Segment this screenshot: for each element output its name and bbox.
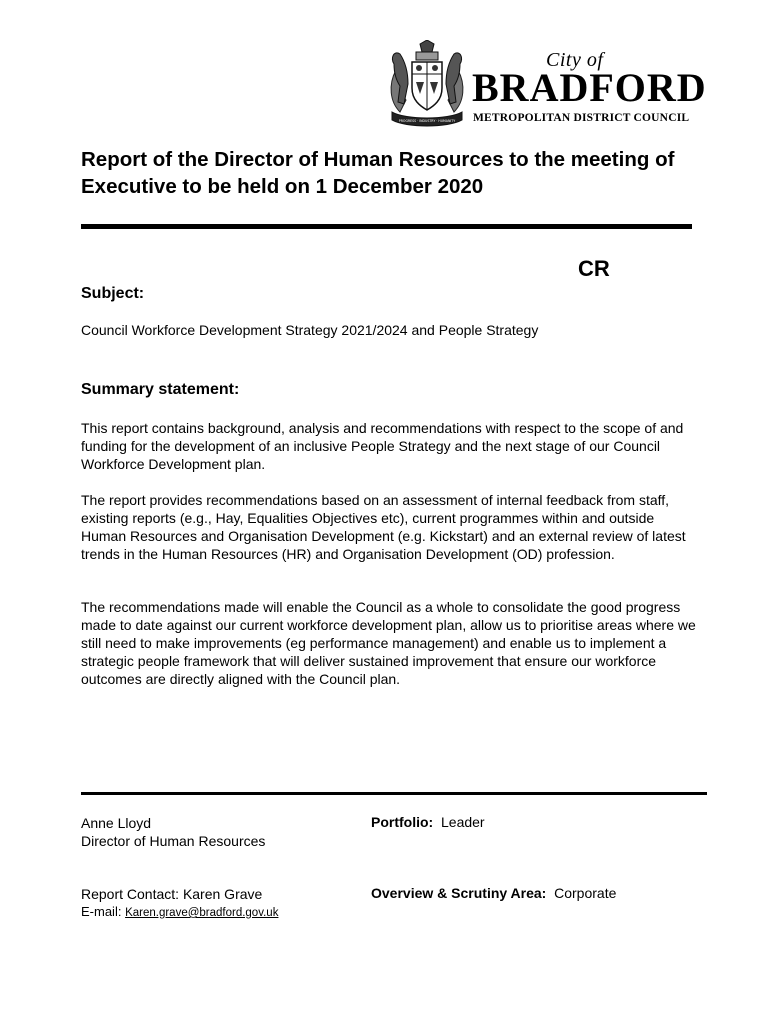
email-link[interactable]: Karen.grave@bradford.gov.uk <box>125 907 279 919</box>
author-role: Director of Human Resources <box>81 833 266 849</box>
footer-divider <box>81 792 707 795</box>
coat-of-arms-icon <box>386 40 468 130</box>
subject-heading: Subject: <box>81 285 145 302</box>
summary-paragraph: This report contains background, analysis and recommendations with respect to the scope of and funding for the development of an inclusive People Strategy and the next stage of our Council Workforce Development plan. <box>81 420 684 472</box>
portfolio-value: Leader <box>441 814 485 830</box>
overview-value: Corporate <box>554 885 617 901</box>
author-name: Anne Lloyd <box>81 815 152 831</box>
logo-name: BRADFORD <box>472 65 707 110</box>
summary-paragraph: The report provides recommendations based on an assessment of internal feedback from staff, existing reports (e.g., Hay, Equalities Objectives etc), current programmes within and outside Human Resources and Organisation Development (e.g. Kickstart) and an external review of latest trends in the Human Resources (HR) and Organisation Development (OD) profession. <box>81 492 686 562</box>
logo-city-of: City of <box>546 49 604 71</box>
report-title: Report of the Director of Human Resources to the meeting of Executive to be held on 1 December 2020 <box>81 148 675 198</box>
summary-paragraph: The recommendations made will enable the Council as a whole to consolidate the good progress made to date against our current workforce development plan, allow us to prioritise areas where we still need to make improvements (eg performance management) and enable us to implement a strategic people framework that will deliver sustained improvement that ensure our workforce outcomes are directly aligned with the Council plan. <box>81 599 696 687</box>
portfolio-label: Portfolio: <box>371 814 434 830</box>
header-divider <box>81 224 692 229</box>
subject-text: Council Workforce Development Strategy 2021/2024 and People Strategy <box>81 322 539 338</box>
report-contact: Report Contact: Karen Grave <box>81 886 263 902</box>
overview-scrutiny-area <box>371 885 616 901</box>
council-logo <box>386 40 707 130</box>
email-label: E-mail: <box>81 904 126 919</box>
overview-label: Overview & Scrutiny Area: <box>371 885 547 901</box>
email-line <box>81 903 278 922</box>
report-code: CR <box>578 256 610 281</box>
summary-heading: Summary statement: <box>81 381 240 398</box>
crest-motto: PROGRESS · INDUSTRY · HUMANITY <box>398 119 456 123</box>
portfolio <box>371 814 485 830</box>
logo-council: METROPOLITAN DISTRICT COUNCIL <box>473 112 690 124</box>
